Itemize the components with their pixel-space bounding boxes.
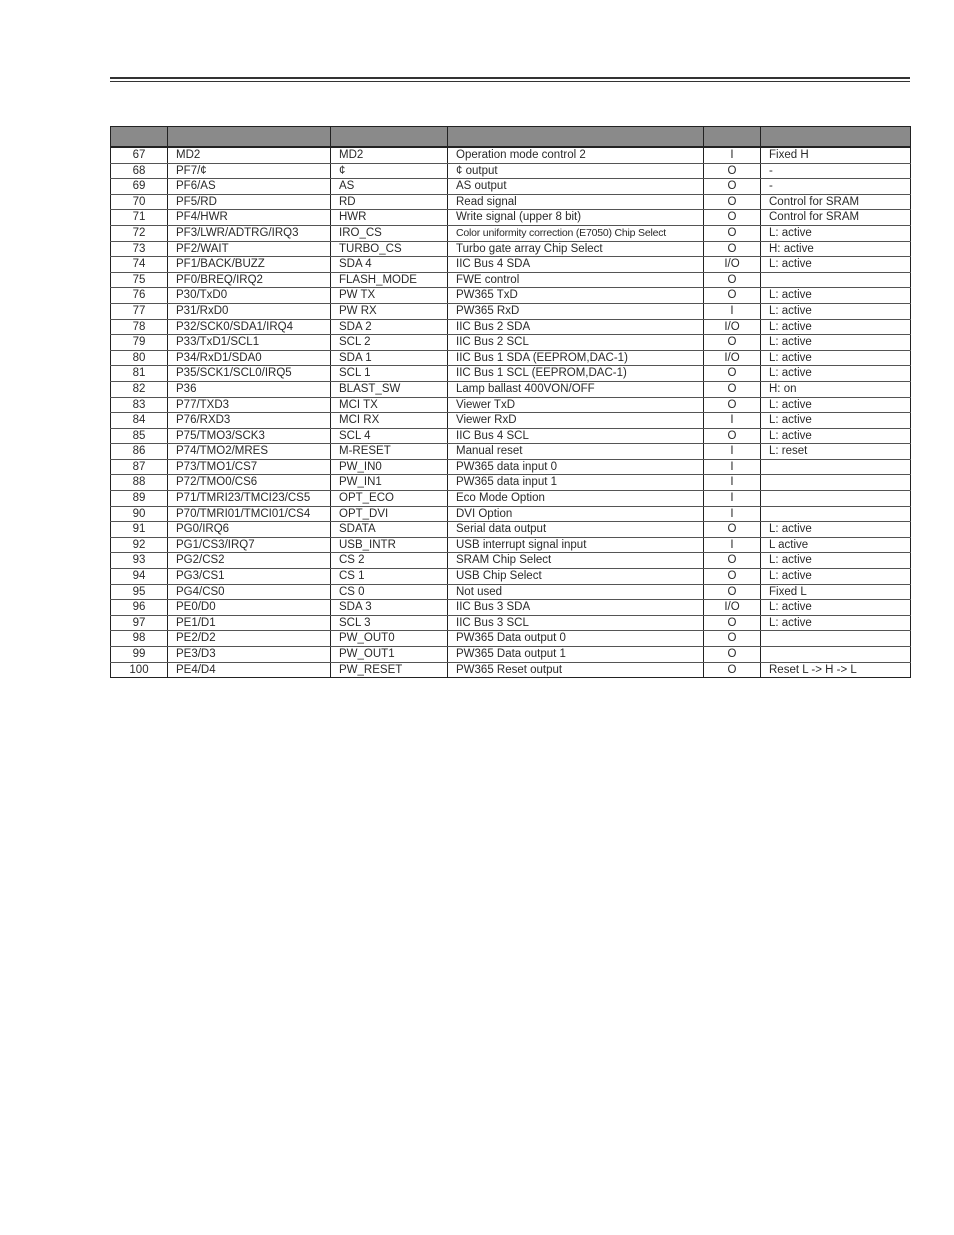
- function-cell: Viewer TxD: [448, 397, 704, 413]
- function-cell: AS output: [448, 179, 704, 195]
- table-row: [111, 662, 911, 678]
- function-cell: IIC Bus 2 SCL: [448, 335, 704, 351]
- remark-cell: L: active: [761, 319, 911, 335]
- port-name-cell: PG2/CS2: [168, 553, 331, 569]
- signal-name-cell: FLASH_MODE: [331, 272, 448, 288]
- io-cell: O: [704, 397, 761, 413]
- signal-name-cell: SDA 3: [331, 600, 448, 616]
- table-row: [111, 475, 911, 491]
- port-name-cell: PE0/D0: [168, 600, 331, 616]
- table-row: [111, 303, 911, 319]
- pin-number-cell: 88: [111, 475, 168, 491]
- pin-number-cell: 89: [111, 491, 168, 507]
- port-name-cell: PE2/D2: [168, 631, 331, 647]
- signal-name-cell: BLAST_SW: [331, 381, 448, 397]
- function-cell: Write signal (upper 8 bit): [448, 210, 704, 226]
- port-name-cell: PF6/AS: [168, 179, 331, 195]
- remark-cell: L: active: [761, 522, 911, 538]
- io-cell: O: [704, 631, 761, 647]
- remark-cell: L: active: [761, 288, 911, 304]
- function-cell: Viewer RxD: [448, 413, 704, 429]
- signal-name-cell: PW_OUT1: [331, 647, 448, 663]
- function-cell: PW365 data input 0: [448, 459, 704, 475]
- signal-name-cell: PW TX: [331, 288, 448, 304]
- function-cell: FWE control: [448, 272, 704, 288]
- pin-function-table: [110, 126, 911, 678]
- port-name-cell: P77/TXD3: [168, 397, 331, 413]
- port-name-cell: PF5/RD: [168, 194, 331, 210]
- table-row: [111, 631, 911, 647]
- function-cell: Not used: [448, 584, 704, 600]
- pin-number-cell: 91: [111, 522, 168, 538]
- table-row: [111, 163, 911, 179]
- pin-number-cell: 93: [111, 553, 168, 569]
- remark-cell: Fixed L: [761, 584, 911, 600]
- port-name-cell: P71/TMRI23/TMCI23/CS5: [168, 491, 331, 507]
- pin-number-cell: 97: [111, 615, 168, 631]
- port-name-cell: P75/TMO3/SCK3: [168, 428, 331, 444]
- remark-cell: [761, 475, 911, 491]
- port-name-cell: MD2: [168, 147, 331, 163]
- table-row: [111, 179, 911, 195]
- signal-name-cell: PW RX: [331, 303, 448, 319]
- remark-cell: [761, 506, 911, 522]
- signal-name-cell: SCL 3: [331, 615, 448, 631]
- io-cell: I: [704, 147, 761, 163]
- pin-number-cell: 85: [111, 428, 168, 444]
- port-name-cell: P76/RXD3: [168, 413, 331, 429]
- pin-number-cell: 68: [111, 163, 168, 179]
- port-name-cell: PE4/D4: [168, 662, 331, 678]
- signal-name-cell: SCL 2: [331, 335, 448, 351]
- port-name-cell: P32/SCK0/SDA1/IRQ4: [168, 319, 331, 335]
- remark-cell: L: reset: [761, 444, 911, 460]
- remark-cell: L: active: [761, 350, 911, 366]
- table-row: [111, 647, 911, 663]
- io-cell: O: [704, 381, 761, 397]
- table-row: [111, 569, 911, 585]
- remark-cell: -: [761, 163, 911, 179]
- table-row: [111, 366, 911, 382]
- pin-number-cell: 78: [111, 319, 168, 335]
- signal-name-cell: OPT_DVI: [331, 506, 448, 522]
- io-cell: O: [704, 428, 761, 444]
- remark-cell: L: active: [761, 615, 911, 631]
- table-row: [111, 210, 911, 226]
- header-port-name: [168, 127, 331, 148]
- table-row: [111, 225, 911, 241]
- port-name-cell: P31/RxD0: [168, 303, 331, 319]
- pin-number-cell: 86: [111, 444, 168, 460]
- io-cell: I/O: [704, 600, 761, 616]
- header-function: [448, 127, 704, 148]
- io-cell: O: [704, 210, 761, 226]
- table-row: [111, 506, 911, 522]
- header-remark: [761, 127, 911, 148]
- table-row: [111, 350, 911, 366]
- port-name-cell: P74/TMO2/MRES: [168, 444, 331, 460]
- function-cell: ¢ output: [448, 163, 704, 179]
- remark-cell: Control for SRAM: [761, 210, 911, 226]
- table-row: [111, 194, 911, 210]
- remark-cell: Reset L -> H -> L: [761, 662, 911, 678]
- function-cell: USB interrupt signal input: [448, 537, 704, 553]
- function-cell: USB Chip Select: [448, 569, 704, 585]
- remark-cell: L active: [761, 537, 911, 553]
- port-name-cell: P30/TxD0: [168, 288, 331, 304]
- header-rule: [110, 77, 910, 82]
- function-cell: PW365 Data output 0: [448, 631, 704, 647]
- function-cell: PW365 Data output 1: [448, 647, 704, 663]
- io-cell: O: [704, 569, 761, 585]
- pin-number-cell: 94: [111, 569, 168, 585]
- signal-name-cell: PW_OUT0: [331, 631, 448, 647]
- io-cell: O: [704, 225, 761, 241]
- remark-cell: H: active: [761, 241, 911, 257]
- port-name-cell: PF0/BREQ/IRQ2: [168, 272, 331, 288]
- pin-number-cell: 96: [111, 600, 168, 616]
- remark-cell: -: [761, 179, 911, 195]
- function-cell: Lamp ballast 400VON/OFF: [448, 381, 704, 397]
- io-cell: O: [704, 179, 761, 195]
- function-cell: IIC Bus 1 SDA (EEPROM,DAC-1): [448, 350, 704, 366]
- signal-name-cell: PW_IN0: [331, 459, 448, 475]
- remark-cell: L: active: [761, 553, 911, 569]
- signal-name-cell: CS 2: [331, 553, 448, 569]
- table-body: [111, 147, 911, 678]
- function-cell: IIC Bus 3 SCL: [448, 615, 704, 631]
- table-row: [111, 444, 911, 460]
- remark-cell: L: active: [761, 600, 911, 616]
- port-name-cell: PG3/CS1: [168, 569, 331, 585]
- header-pin-number: [111, 127, 168, 148]
- pin-number-cell: 70: [111, 194, 168, 210]
- port-name-cell: PF7/¢: [168, 163, 331, 179]
- signal-name-cell: MCI RX: [331, 413, 448, 429]
- io-cell: O: [704, 584, 761, 600]
- table-row: [111, 397, 911, 413]
- io-cell: O: [704, 522, 761, 538]
- port-name-cell: PF3/LWR/ADTRG/IRQ3: [168, 225, 331, 241]
- pin-number-cell: 75: [111, 272, 168, 288]
- io-cell: I: [704, 506, 761, 522]
- io-cell: O: [704, 272, 761, 288]
- signal-name-cell: IRO_CS: [331, 225, 448, 241]
- table-row: [111, 553, 911, 569]
- table-row: [111, 319, 911, 335]
- io-cell: I/O: [704, 319, 761, 335]
- port-name-cell: PF1/BACK/BUZZ: [168, 257, 331, 273]
- io-cell: O: [704, 615, 761, 631]
- header-signal-name: [331, 127, 448, 148]
- port-name-cell: PF4/HWR: [168, 210, 331, 226]
- port-name-cell: PG1/CS3/IRQ7: [168, 537, 331, 553]
- remark-cell: L: active: [761, 257, 911, 273]
- remark-cell: Fixed H: [761, 147, 911, 163]
- io-cell: I: [704, 444, 761, 460]
- pin-number-cell: 98: [111, 631, 168, 647]
- signal-name-cell: SDA 1: [331, 350, 448, 366]
- function-cell: IIC Bus 1 SCL (EEPROM,DAC-1): [448, 366, 704, 382]
- function-cell: Color uniformity correction (E7050) Chip Select: [448, 225, 704, 241]
- table-row: [111, 428, 911, 444]
- function-cell: IIC Bus 2 SDA: [448, 319, 704, 335]
- remark-cell: H: on: [761, 381, 911, 397]
- remark-cell: [761, 491, 911, 507]
- signal-name-cell: SCL 4: [331, 428, 448, 444]
- signal-name-cell: M-RESET: [331, 444, 448, 460]
- io-cell: I: [704, 459, 761, 475]
- table-row: [111, 335, 911, 351]
- port-name-cell: PG0/IRQ6: [168, 522, 331, 538]
- signal-name-cell: OPT_ECO: [331, 491, 448, 507]
- remark-cell: [761, 459, 911, 475]
- table-row: [111, 522, 911, 538]
- function-cell: PW365 TxD: [448, 288, 704, 304]
- remark-cell: L: active: [761, 397, 911, 413]
- io-cell: I: [704, 413, 761, 429]
- io-cell: I/O: [704, 350, 761, 366]
- table-row: [111, 413, 911, 429]
- function-cell: Turbo gate array Chip Select: [448, 241, 704, 257]
- signal-name-cell: HWR: [331, 210, 448, 226]
- signal-name-cell: MD2: [331, 147, 448, 163]
- table-row: [111, 615, 911, 631]
- io-cell: O: [704, 194, 761, 210]
- pin-number-cell: 81: [111, 366, 168, 382]
- signal-name-cell: SCL 1: [331, 366, 448, 382]
- port-name-cell: P35/SCK1/SCL0/IRQ5: [168, 366, 331, 382]
- table-row: [111, 491, 911, 507]
- table-row: [111, 584, 911, 600]
- signal-name-cell: PW_IN1: [331, 475, 448, 491]
- function-cell: PW365 Reset output: [448, 662, 704, 678]
- remark-cell: L: active: [761, 303, 911, 319]
- remark-cell: L: active: [761, 335, 911, 351]
- port-name-cell: PF2/WAIT: [168, 241, 331, 257]
- pin-number-cell: 71: [111, 210, 168, 226]
- port-name-cell: P73/TMO1/CS7: [168, 459, 331, 475]
- io-cell: O: [704, 553, 761, 569]
- pin-number-cell: 84: [111, 413, 168, 429]
- pin-number-cell: 72: [111, 225, 168, 241]
- port-name-cell: P34/RxD1/SDA0: [168, 350, 331, 366]
- pin-number-cell: 90: [111, 506, 168, 522]
- signal-name-cell: TURBO_CS: [331, 241, 448, 257]
- signal-name-cell: SDATA: [331, 522, 448, 538]
- function-cell: IIC Bus 4 SDA: [448, 257, 704, 273]
- table-row: [111, 257, 911, 273]
- remark-cell: L: active: [761, 428, 911, 444]
- remark-cell: [761, 272, 911, 288]
- io-cell: I: [704, 537, 761, 553]
- remark-cell: L: active: [761, 413, 911, 429]
- function-cell: DVI Option: [448, 506, 704, 522]
- signal-name-cell: CS 1: [331, 569, 448, 585]
- table-row: [111, 241, 911, 257]
- function-cell: Manual reset: [448, 444, 704, 460]
- table-row: [111, 147, 911, 163]
- signal-name-cell: USB_INTR: [331, 537, 448, 553]
- signal-name-cell: SDA 2: [331, 319, 448, 335]
- pin-number-cell: 92: [111, 537, 168, 553]
- pin-number-cell: 82: [111, 381, 168, 397]
- io-cell: O: [704, 647, 761, 663]
- io-cell: I: [704, 303, 761, 319]
- remark-cell: L: active: [761, 225, 911, 241]
- port-name-cell: P72/TMO0/CS6: [168, 475, 331, 491]
- pin-number-cell: 87: [111, 459, 168, 475]
- table-header-row: [111, 127, 911, 148]
- table-header: [111, 127, 911, 148]
- io-cell: O: [704, 366, 761, 382]
- pin-number-cell: 74: [111, 257, 168, 273]
- pin-number-cell: 80: [111, 350, 168, 366]
- table-row: [111, 272, 911, 288]
- port-name-cell: PG4/CS0: [168, 584, 331, 600]
- port-name-cell: PE1/D1: [168, 615, 331, 631]
- pin-number-cell: 77: [111, 303, 168, 319]
- pin-number-cell: 100: [111, 662, 168, 678]
- pin-number-cell: 95: [111, 584, 168, 600]
- pin-number-cell: 83: [111, 397, 168, 413]
- function-cell: SRAM Chip Select: [448, 553, 704, 569]
- remark-cell: [761, 631, 911, 647]
- io-cell: O: [704, 288, 761, 304]
- function-cell: IIC Bus 3 SDA: [448, 600, 704, 616]
- remark-cell: [761, 647, 911, 663]
- table-row: [111, 459, 911, 475]
- io-cell: I/O: [704, 257, 761, 273]
- port-name-cell: P70/TMRI01/TMCI01/CS4: [168, 506, 331, 522]
- pin-number-cell: 76: [111, 288, 168, 304]
- remark-cell: Control for SRAM: [761, 194, 911, 210]
- pin-number-cell: 67: [111, 147, 168, 163]
- function-cell: PW365 RxD: [448, 303, 704, 319]
- signal-name-cell: MCI TX: [331, 397, 448, 413]
- io-cell: O: [704, 335, 761, 351]
- signal-name-cell: CS 0: [331, 584, 448, 600]
- io-cell: O: [704, 241, 761, 257]
- function-cell: Read signal: [448, 194, 704, 210]
- io-cell: I: [704, 475, 761, 491]
- table-row: [111, 288, 911, 304]
- table-row: [111, 600, 911, 616]
- port-name-cell: PE3/D3: [168, 647, 331, 663]
- remark-cell: L: active: [761, 569, 911, 585]
- function-cell: Serial data output: [448, 522, 704, 538]
- pin-number-cell: 73: [111, 241, 168, 257]
- signal-name-cell: RD: [331, 194, 448, 210]
- io-cell: I: [704, 491, 761, 507]
- signal-name-cell: ¢: [331, 163, 448, 179]
- signal-name-cell: SDA 4: [331, 257, 448, 273]
- signal-name-cell: AS: [331, 179, 448, 195]
- io-cell: O: [704, 163, 761, 179]
- io-cell: O: [704, 662, 761, 678]
- function-cell: Eco Mode Option: [448, 491, 704, 507]
- function-cell: Operation mode control 2: [448, 147, 704, 163]
- pin-number-cell: 69: [111, 179, 168, 195]
- header-io: [704, 127, 761, 148]
- port-name-cell: P33/TxD1/SCL1: [168, 335, 331, 351]
- pin-number-cell: 99: [111, 647, 168, 663]
- remark-cell: L: active: [761, 366, 911, 382]
- table-row: [111, 537, 911, 553]
- table-row: [111, 381, 911, 397]
- signal-name-cell: PW_RESET: [331, 662, 448, 678]
- function-cell: PW365 data input 1: [448, 475, 704, 491]
- pin-number-cell: 79: [111, 335, 168, 351]
- port-name-cell: P36: [168, 381, 331, 397]
- function-cell: IIC Bus 4 SCL: [448, 428, 704, 444]
